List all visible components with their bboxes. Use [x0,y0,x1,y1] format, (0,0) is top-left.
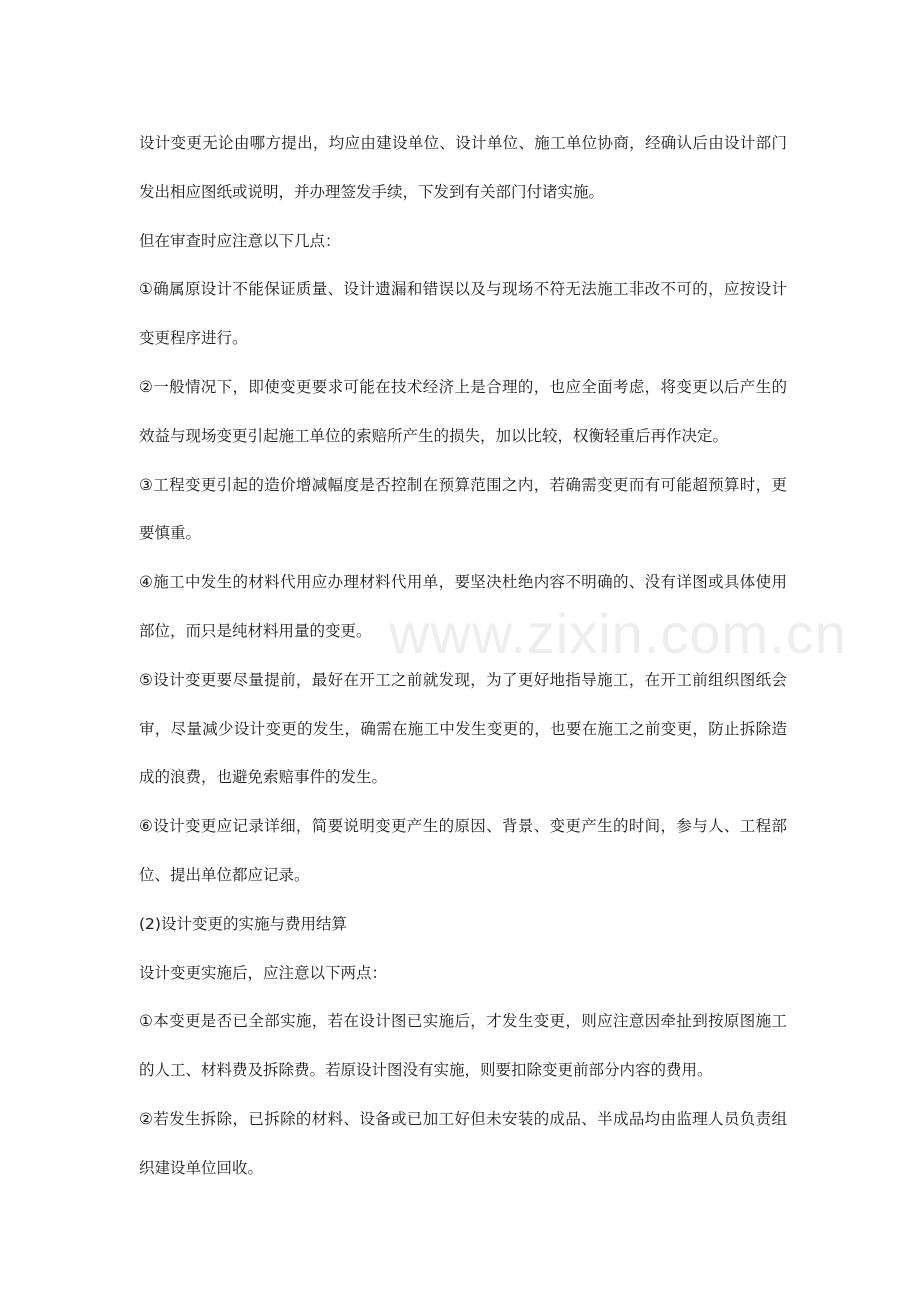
paragraph-review-point-6: ⑥设计变更应记录详细，简要说明变更产生的原因、背景、变更产生的时间，参与人、工程部位、提出单位都应记录。 [139,817,787,884]
section-heading-implementation: (2)设计变更的实施与费用结算 [139,914,347,933]
paragraph-review-notes-heading: 但在审查时应注意以下几点： [139,231,341,250]
watermark-text: www.zixin.com.cn [389,602,847,665]
paragraph-review-point-4: ④施工中发生的材料代用应办理材料代用单，要坚决杜绝内容不明确的、没有详图或具体使用部位，而只是纯材料用量的变更。 [139,573,787,640]
paragraph-design-change-intro: 设计变更无论由哪方提出，均应由建设单位、设计单位、施工单位协商，经确认后由设计部门发出相应图纸或说明，并办理签发手续，下发到有关部门付诸实施。 [139,134,787,201]
document-body [139,119,787,1193]
paragraph-review-point-5: ⑤设计变更要尽量提前，最好在开工之前就发现，为了更好地指导施工，在开工前组织图纸会审，尽量减少设计变更的发生，确需在施工中发生变更的，也要在施工之前变更，防止拆除造成的浪费，也避免索赔事件的发生。 [139,670,787,787]
paragraph-implementation-point-2: ②若发生拆除，已拆除的材料、设备或已加工好但未安装的成品、半成品均由监理人员负责组织建设单位回收。 [139,1109,787,1177]
paragraph-review-point-3: ③工程变更引起的造价增减幅度是否控制在预算范围之内，若确需变更而有可能超预算时，更要慎重。 [139,475,787,543]
paragraph-review-point-1: ①确属原设计不能保证质量、设计遗漏和错误以及与现场不符无法施工非改不可的，应按设计变更程序进行。 [139,280,787,348]
paragraph-implementation-point-1: ①本变更是否已全部实施，若在设计图已实施后，才发生变更，则应注意因牵扯到按原图施工的人工、材料费及拆除费。若原设计图没有实施，则要扣除变更前部分内容的费用。 [139,1012,787,1080]
paragraph-review-point-2: ②一般情况下，即使变更要求可能在技术经济上是合理的，也应全面考虑，将变更以后产生的效益与现场变更引起施工单位的索赔所产生的损失，加以比较，权衡轻重后再作决定。 [139,377,787,445]
paragraph-implementation-notes-heading: 设计变更实施后，应注意以下两点： [139,963,388,982]
